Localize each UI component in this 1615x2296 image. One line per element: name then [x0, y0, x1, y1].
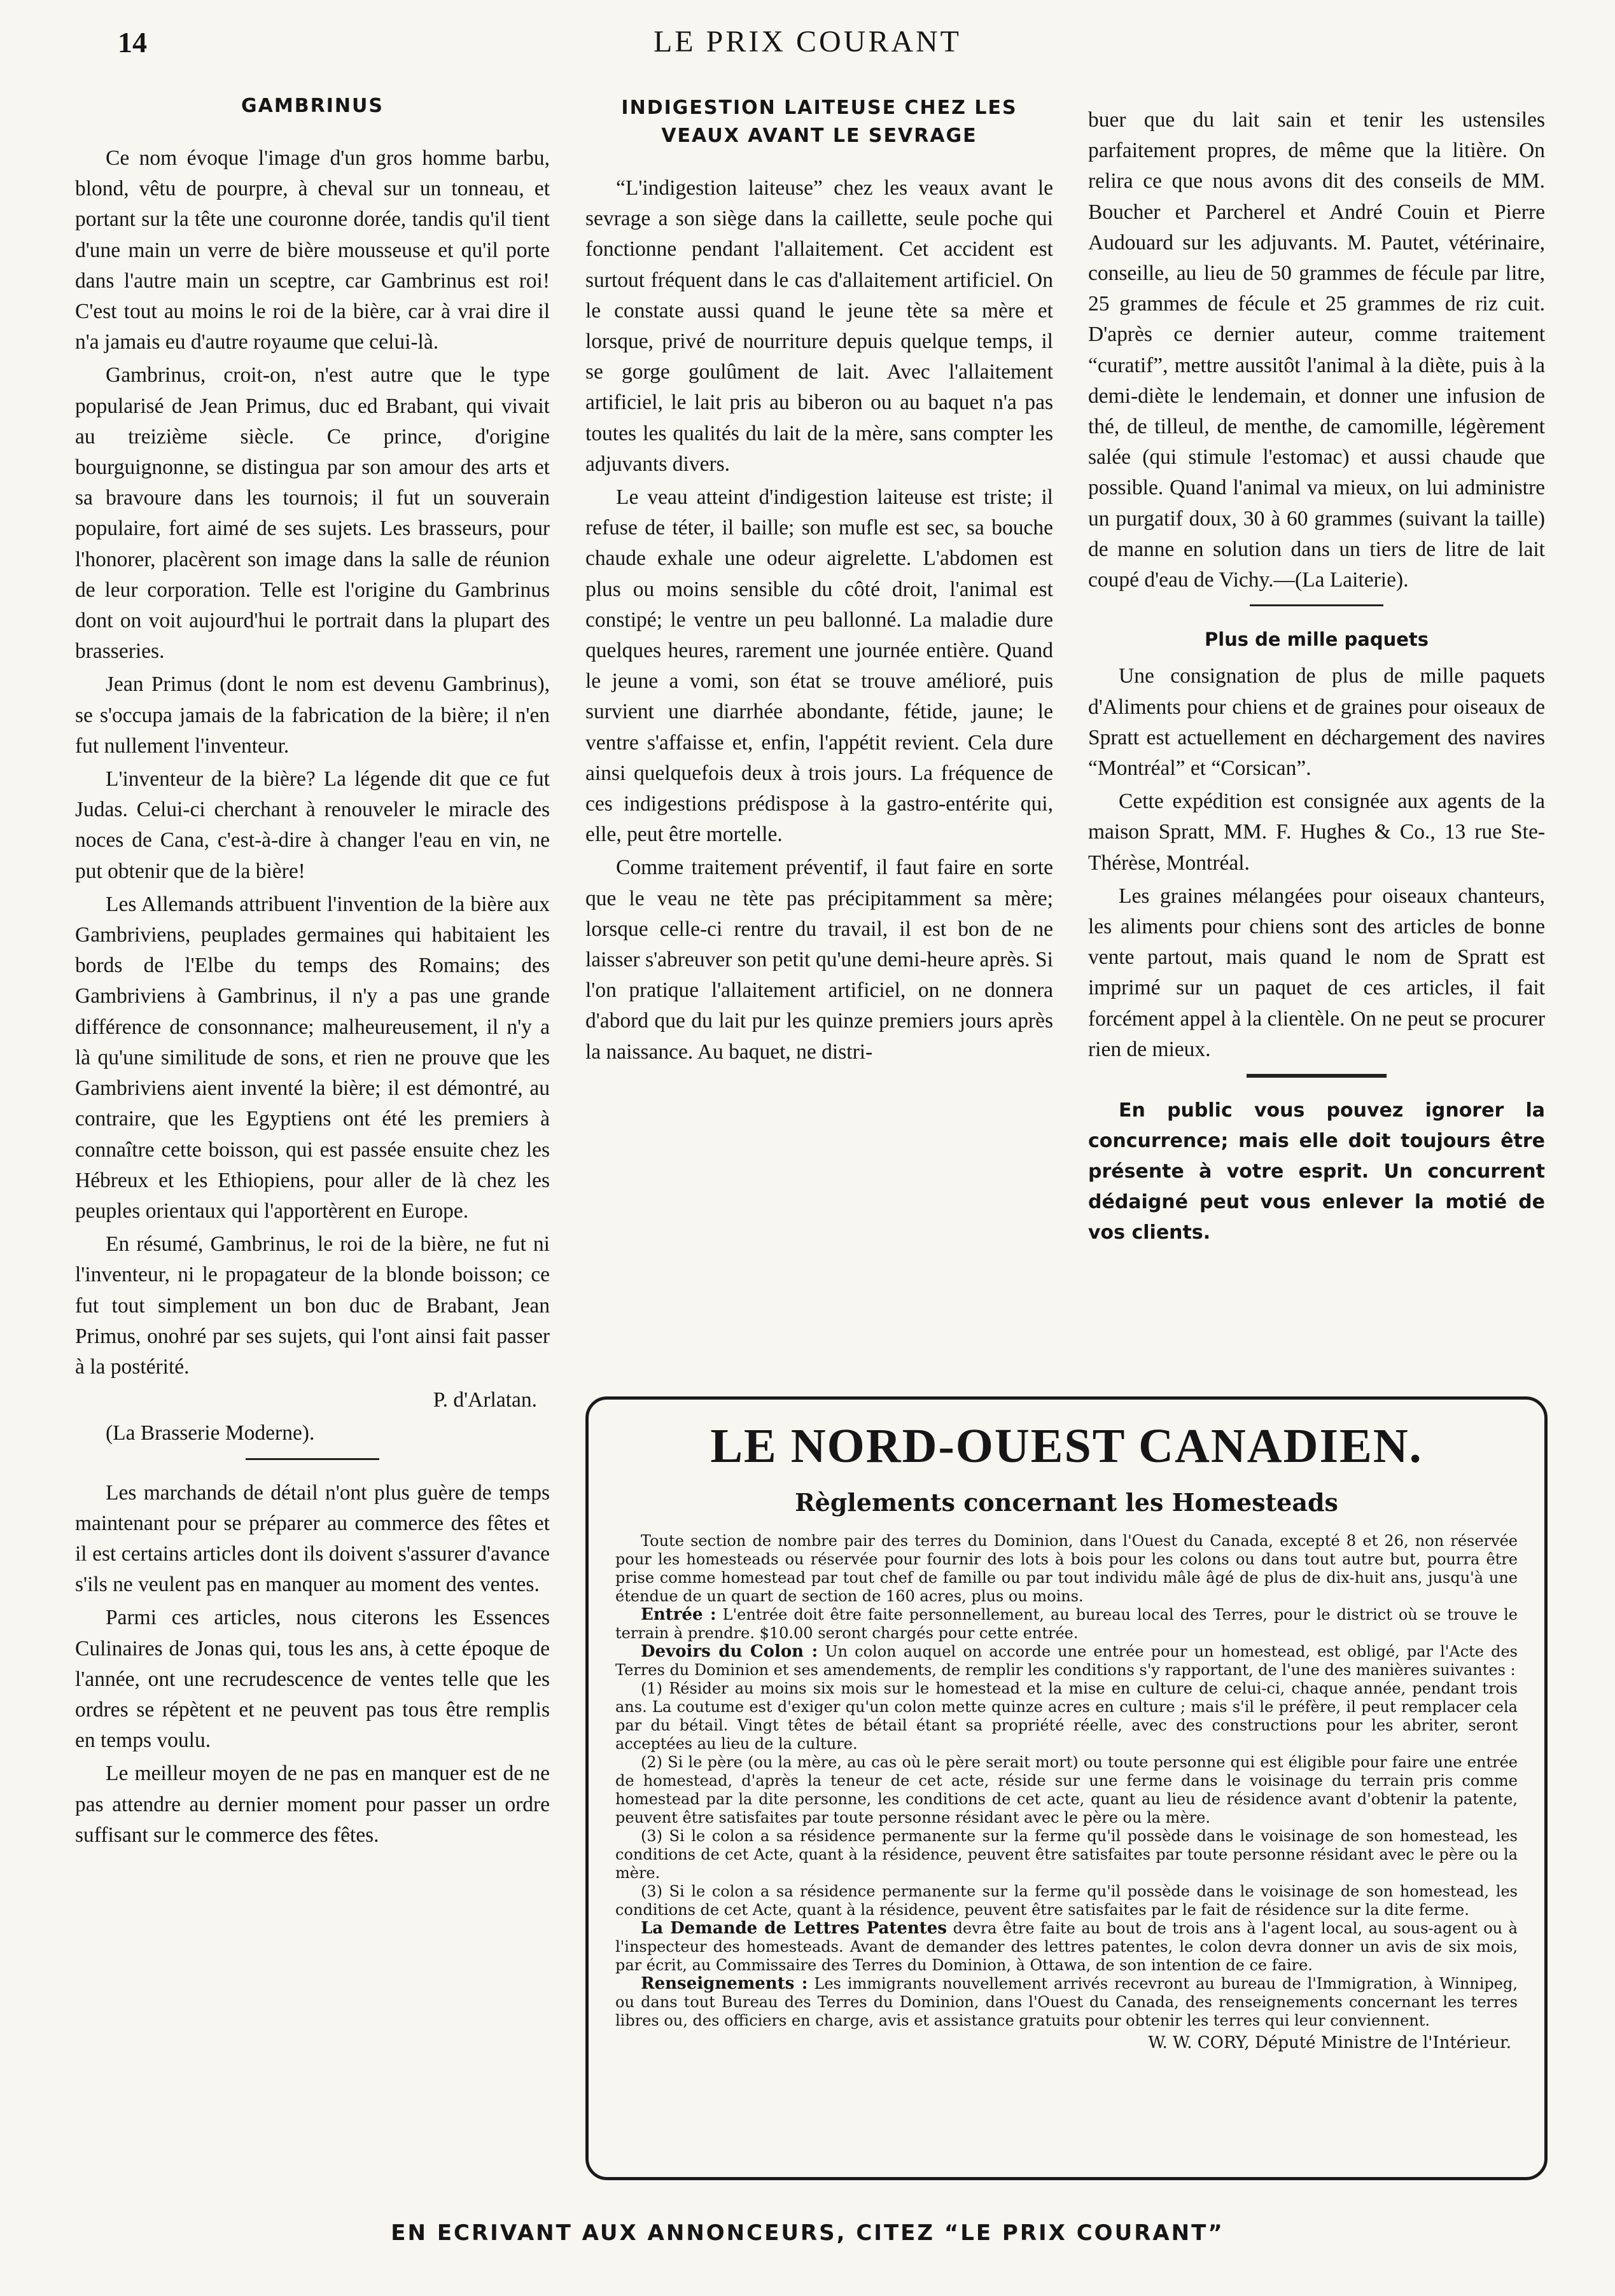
advert-demande: [615, 1919, 1518, 1975]
advert-devoirs-label: Devoirs du Colon :: [641, 1642, 818, 1661]
advert-intro: Toute section de nombre pair des terres du Dominion, dans l'Ouest du Canada, excepté 8 et 26, non réservée pour les homesteads ou réservée pour fournir des lots à bois pour les colons ou dans tout autre but, pourra être prise comme homestead par tout chef de famille ou par tout individu mâle âgé de plus de dix-huit ans, jusqu'à une étendue de un quart de section de 160 acres, plus ou moins.: [615, 1532, 1518, 1605]
advert-entree-text: L'entrée doit être faite personnellement, au bureau local des Terres, pour le district où se trouve le terrain à prendre. $10.00 seront chargés pour cette entrée.: [615, 1606, 1518, 1642]
advert-item: (2) Si le père (ou la mère, au cas où le père serait mort) ou toute personne qui est éligible pour faire une entrée de homestead, d'après la teneur de cet acte, réside sur une ferme dans le voisinage du terrain pris comme homestead par la dite personne, les conditions de cet acte, quant au lieu de résidence avant d'obtenir la patente, peuvent être satisfaites par toute personne résidant avec le père ou la mère.: [615, 1753, 1518, 1826]
advert-entree: [615, 1606, 1518, 1643]
advert-devoirs: [615, 1643, 1518, 1680]
column-left: [75, 92, 550, 1853]
gambrinus-paragraph: Jean Primus (dont le nom est devenu Gambrinus), se s'occupa jamais de la fabrication de la bière; il n'en fut nullement l'inventeur.: [75, 672, 550, 758]
column-middle: [585, 94, 1053, 1070]
page-footer: EN ECRIVANT AUX ANNONCEURS, CITEZ “LE PRIX COURANT”: [391, 2220, 1224, 2246]
divider: [246, 1458, 379, 1460]
page-number: 14: [118, 26, 147, 59]
gambrinus-paragraph: En résumé, Gambrinus, le roi de la bière, ne fut ni l'inventeur, ni le propagateur de la blonde boisson; ce fut tout simplement un bon duc de Brabant, Jean Primus, onohré par ses sujets, qui l'ont ainsi fait passer à la postérité.: [75, 1232, 550, 1379]
indigestion-paragraph: Comme traitement préventif, il faut faire en sorte que le veau ne tète pas précipitamment sa mère; lorsque celle-ci rentre du travail, il est bon de ne laisser s'abreuver son petit qu'une demi-heure après. Si l'on pratique l'allaitement artificiel, on ne donnera d'abord que du lait pur les quinze premiers jours après la naissance. Au baquet, ne distri-: [585, 856, 1053, 1064]
gambrinus-signature: P. d'Arlatan.: [433, 1388, 537, 1412]
advert-signature: W. W. CORY, Député Ministre de l'Intérieur.: [1148, 2033, 1511, 2052]
gambrinus-title: GAMBRINUS: [241, 95, 384, 117]
advert-entree-label: Entrée :: [641, 1605, 717, 1624]
divider: [1247, 1074, 1387, 1078]
indigestion-continuation: buer que du lait sain et tenir les ustensiles parfaitement propres, de même que la litière. On relira ce que nous avons dit des conseils de MM. Boucher et Parcherel et André Couin et Pierre Audouard sur les adjuvants. M. Pautet, vétérinaire, conseille, au lieu de 50 grammes de fécule par litre, 25 grammes de fécule et 25 grammes de riz cuit. D'après ce dernier auteur, comme traitement “curatif”, mettre aussitôt l'animal à la diète, puis à la demi-diète le lendemain, et donner une infusion de thé, de tilleul, de menthe, de camomille, légèrement salée (qui stimule l'estomac) et aussi chaude que possible. Quand l'animal va mieux, on lui administre un purgatif doux, 30 à 60 grammes (suivant la taille) de manne en solution dans un tiers de litre de lait coupé d'eau de Vichy.—(La Laiterie).: [1088, 108, 1545, 592]
advert-item: (3) Si le colon a sa résidence permanente sur la ferme qu'il possède dans le voisinage de son homestead, les conditions de cet Acte, quant à la résidence, peuvent être satisfaites par toute personne résidant avec le père ou la mère.: [615, 1827, 1518, 1882]
indigestion-title: INDIGESTION LAITEUSE CHEZ LES VEAUX AVANT LE SEVRAGE: [621, 97, 1017, 147]
paquets-paragraph: Les graines mélangées pour oiseaux chanteurs, les aliments pour chiens sont des articles de bonne vente partout, mais quand le nom de Spratt est imprimé sur un paquet de ces articles, il fait forcément appel à la clientèle. On ne peut se procurer rien de mieux.: [1088, 884, 1545, 1061]
concurrence-text: En public vous pouvez ignorer la concurrence; mais elle doit toujours être présente à votre esprit. Un concurrent dédaigné peut vous enlever la motié de vos clients.: [1088, 1099, 1545, 1244]
advert-devoirs-text: Un colon auquel on accorde une entrée pour un homestead, est obligé, par l'Acte des Terres du Dominion et ses amendements, de remplir les conditions s'y rapportant, de l'une des manières suivantes :: [615, 1643, 1518, 1679]
indigestion-paragraph: “L'indigestion laiteuse” chez les veaux avant le sevrage a son siège dans la caillette, seule poche qui fonctionne pendant l'allaitement. Cet accident est surtout fréquent dans le cas d'allaitement artificiel. On le constate aussi quand le jeune tète sa mère et lorsque, privé de nourriture depuis quelque temps, il se gorge goulûment de lait. Avec l'allaitement artificiel, le lait pris au biberon ou au baquet n'a pas toutes les qualités du lait de la mère, sans compter les adjuvants divers.: [585, 176, 1053, 476]
advert-renseignements-label: Renseignements :: [641, 1974, 808, 1993]
divider: [1250, 604, 1383, 606]
advert-title: LE NORD-OUEST CANADIEN.: [710, 1419, 1423, 1473]
gambrinus-source: (La Brasserie Moderne).: [106, 1421, 315, 1445]
gambrinus-paragraph: L'inventeur de la bière? La légende dit que ce fut Judas. Celui-ci cherchant à renouveler le miracle des noces de Cana, c'est-à-dire à changer l'eau en vin, ne put obtenir que de la bière!: [75, 767, 550, 883]
advert-item: (1) Résider au moins six mois sur le homestead et la mise en culture de celui-ci, chaque année, pendant trois ans. La coutume est d'exiger qu'un colon mette quinze acres en culture ; mais s'il le préfère, il peut remplacer cela par du bétail. Vingt têtes de bétail étant sa propriété réelle, avec des constructions pour les abriter, seront acceptées au lieu de la culture.: [615, 1680, 1518, 1753]
fetes-paragraph: Parmi ces articles, nous citerons les Essences Culinaires de Jonas qui, tous les ans, à cette époque de l'année, ont une recrudescence de ventes telle que les ordres se répètent et ne peuvent pas tous être remplis en temps voulu.: [75, 1606, 550, 1753]
advert-renseignements: [615, 1975, 1518, 2030]
fetes-paragraph: Les marchands de détail n'ont plus guère de temps maintenant pour se préparer au commerce des fêtes et il est certains articles dont ils doivent s'assurer d'avance s'ils ne veulent pas en manquer au moment des ventes.: [75, 1480, 550, 1597]
gambrinus-paragraph: Les Allemands attribuent l'invention de la bière aux Gambriviens, peuplades germaines qui habitaient les bords de l'Elbe du temps des Romains; des Gambriviens à Gambrinus, il n'y a pas une grande différence de consonnance; malheureusement, il n'y a là qu'une similitude de sons, et rien ne prouve que les Gambriviens aient inventé la bière; il est démontré, au contraire, que les Egyptiens ont été les premiers à connaître cette boisson, qui est passée ensuite chez les Hébreux et les Ethiopiens, pour aller de là chez les peuples orientaux qui l'apportèrent en Europe.: [75, 892, 550, 1223]
fetes-paragraph: Le meilleur moyen de ne pas en manquer est de ne pas attendre au dernier moment pour passer un ordre suffisant sur le commerce des fêtes.: [75, 1762, 550, 1847]
advert-demande-label: La Demande de Lettres Patentes: [641, 1919, 947, 1938]
paquets-paragraph: Cette expédition est consignée aux agents de la maison Spratt, MM. F. Hughes & Co., 13 rue Ste-Thérèse, Montréal.: [1088, 790, 1545, 875]
advert-renseignements-text: Les immigrants nouvellement arrivés recevront au bureau de l'Immigration, à Winnipeg, ou dans tout Bureau des Terres du Dominion, dans l'Ouest du Canada, des renseignements concernant les terres libres ou, des officiers en charge, avis et assistance gratuits pour obtenir les terres qui leur conviennent.: [615, 1975, 1518, 2029]
indigestion-paragraph: Le veau atteint d'indigestion laiteuse est triste; il refuse de téter, il baille; son mufle est sec, sa bouche chaude exhale une odeur aigrelette. L'abdomen est plus ou moins sensible du côté droit, l'animal est constipé; le ventre un peu ballonné. La maladie dure quelques heures, rarement une journée entière. Quand le jeune a vomi, son état se trouve amélioré, puis survient une diarrhée abondante, fétide, jaune; le ventre s'affaisse et, enfin, l'appétit revient. Cela dure ainsi quelquefois deux à trois jours. La fréquence de ces indigestions prédispose à la gastro-entérite qui, elle, peut être mortelle.: [585, 485, 1053, 847]
paquets-title: Plus de mille paquets: [1204, 629, 1429, 651]
column-right: [1088, 105, 1545, 1251]
gambrinus-paragraph: Ce nom évoque l'image d'un gros homme barbu, blond, vêtu de pourpre, à cheval sur un tonneau, et portant sur la tête une couronne dorée, tandis qu'il tient d'une main un verre de bière mousseuse et qu'il porte dans l'autre main un sceptre, car Gambrinus est roi! C'est tout au moins le roi de la bière, car à vrai dire il n'a jamais eu d'autre royaume que celui-là.: [75, 146, 550, 354]
advert-demande-text: devra être faite au bout de trois ans à l'agent local, au sous-agent ou à l'inspecteur des homesteads. Avant de demander des lettres patentes, le colon devra donner un avis de six mois, par écrit, au Commissaire des Terres du Dominion, à Ottawa, de son intention de ce faire.: [615, 1919, 1518, 1974]
advert-item: (3) Si le colon a sa résidence permanente sur la ferme qu'il possède dans le voisinage de son homestead, les conditions de cet Acte, quant à la résidence, peuvent être satisfaites par le fait de résidence sur la dite ferme.: [615, 1882, 1518, 1919]
gambrinus-paragraph: Gambrinus, croit-on, n'est autre que le type popularisé de Jean Primus, duc ed Brabant, qui vivait au treizième siècle. Ce prince, d'origine bourguignonne, se distingua par son amour des arts et sa bravoure dans les tournois; il fut un souverain populaire, fort aimé de ses sujets. Les brasseurs, pour l'honorer, placèrent son image dans la salle de réunion de leur corporation. Telle est l'origine du Gambrinus dont on voit aujourd'hui le portrait dans la plupart des brasseries.: [75, 363, 550, 664]
advert-subtitle: Règlements concernant les Homesteads: [795, 1488, 1338, 1517]
paquets-paragraph: Une consignation de plus de mille paquets d'Aliments pour chiens et de graines pour oiseaux de Spratt est actuellement en déchargement des navires “Montréal” et “Corsican”.: [1088, 664, 1545, 781]
running-title: LE PRIX COURANT: [653, 25, 961, 59]
homestead-advertisement: [585, 1396, 1548, 2180]
